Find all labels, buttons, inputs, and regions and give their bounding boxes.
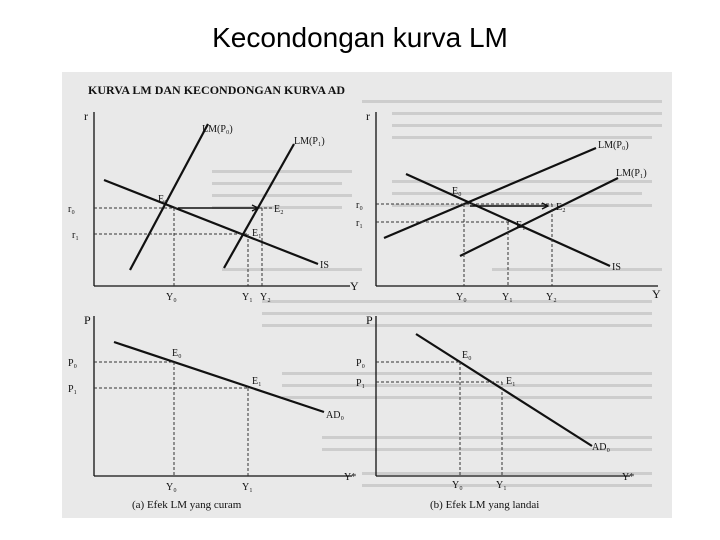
a-e1-label: E₁ — [252, 228, 262, 239]
b-top-x-label: Y — [652, 287, 661, 301]
a-e2-label: E₂ — [274, 204, 284, 215]
a-bot-y1-tick: Y₁ — [242, 482, 253, 493]
b-lm-p1-label: LM(P₁) — [616, 168, 647, 179]
b-bot-e0-label: E₀ — [462, 350, 472, 361]
slide-title: Kecondongan kurva LM — [212, 22, 508, 53]
a-p1-tick: P₁ — [68, 384, 78, 395]
a-lm-p1-label: LM(P₁) — [294, 136, 325, 147]
b-bot-y-label: P — [366, 313, 373, 327]
a-bot-x-label: Y* — [344, 472, 357, 483]
a-bot-e0-label: E₀ — [172, 348, 182, 359]
b-top-y-label: r — [366, 109, 370, 123]
b-y1-tick: Y₁ — [502, 292, 513, 303]
b-y0-tick: Y₀ — [456, 292, 467, 303]
figure-heading: KURVA LM DAN KECONDONGAN KURVA AD — [88, 83, 346, 97]
panel-b-caption: (b) Efek LM yang landai — [430, 499, 540, 511]
a-p0-tick: P₀ — [68, 358, 78, 369]
b-lm-p1-curve — [460, 178, 618, 256]
background-text — [212, 100, 662, 487]
b-p1-tick: P₁ — [356, 378, 366, 389]
b-p0-tick: P₀ — [356, 358, 366, 369]
b-r0-tick: r₀ — [356, 200, 363, 211]
a-bot-y-label: P — [84, 313, 91, 327]
a-lm-p0-label: LM(P₀) — [202, 124, 233, 135]
b-e1-label: E₁ — [516, 220, 526, 231]
a-y1-tick: Y₁ — [242, 292, 253, 303]
a-ad-label: AD₀ — [326, 410, 344, 421]
b-y2-tick: Y₂ — [546, 292, 557, 303]
b-bot-e1-label: E₁ — [506, 376, 516, 387]
a-r1-tick: r₁ — [72, 230, 79, 241]
b-e2-label: E₂ — [556, 202, 566, 213]
a-y2-tick: Y₂ — [260, 292, 271, 303]
panel-a-caption: (a) Efek LM yang curam — [132, 499, 242, 511]
b-ad-label: AD₀ — [592, 442, 610, 453]
a-bot-e1-label: E₁ — [252, 376, 262, 387]
a-top-x-label: Y — [350, 279, 359, 293]
a-top-y-label: r — [84, 109, 88, 123]
a-y0-tick: Y₀ — [166, 292, 177, 303]
b-r1-tick: r₁ — [356, 218, 363, 229]
b-bot-y1-tick: Y₁ — [496, 480, 507, 491]
panel-a-bottom — [68, 313, 356, 511]
a-is-curve — [104, 180, 318, 264]
a-bot-y0-tick: Y₀ — [166, 482, 177, 493]
a-r0-tick: r₀ — [68, 204, 75, 215]
b-is-label: IS — [612, 262, 621, 273]
b-lm-p0-label: LM(P₀) — [598, 140, 629, 151]
lm-ad-diagram — [62, 72, 672, 518]
a-e0-label: E₀ — [158, 194, 168, 205]
b-bot-x-label: Y* — [622, 472, 635, 483]
b-ad-curve — [416, 334, 592, 446]
a-ad-curve — [114, 342, 324, 412]
a-lm-p0-curve — [130, 124, 208, 270]
b-bot-y0-tick: Y₀ — [452, 480, 463, 491]
scanned-figure — [62, 72, 672, 518]
a-is-label: IS — [320, 260, 329, 271]
panel-b-bottom — [356, 313, 634, 511]
b-e0-label: E₀ — [452, 186, 462, 197]
